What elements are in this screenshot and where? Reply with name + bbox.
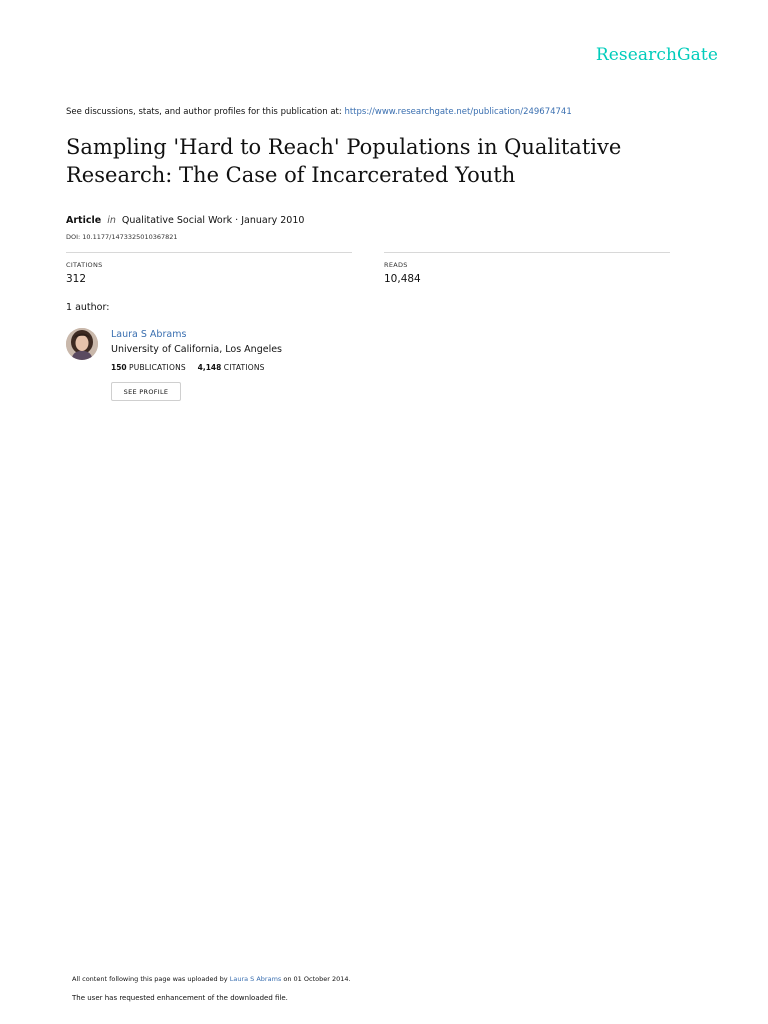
upload-suffix: on 01 October 2014. — [281, 975, 351, 983]
in-word: in — [107, 215, 116, 226]
uploader-link[interactable]: Laura S Abrams — [229, 975, 282, 983]
author-name-link[interactable]: Laura S Abrams — [111, 329, 187, 340]
upload-note — [72, 975, 351, 983]
reads-divider — [384, 252, 670, 253]
enhancement-note: The user has requested enhancement of the downloaded file. — [72, 994, 288, 1002]
intro-line — [66, 107, 572, 117]
publication-url-link[interactable]: https://www.researchgate.net/publication/249674741 — [344, 107, 572, 117]
publications-count: 150 — [111, 363, 127, 372]
reads-value: 10,484 — [384, 273, 421, 285]
intro-text: See discussions, stats, and author profiles for this publication at: — [66, 107, 345, 117]
publication-meta — [66, 215, 304, 226]
doi: DOI: 10.1177/1473325010367821 — [66, 233, 178, 241]
avatar-photo-icon — [66, 328, 98, 360]
reads-label: READS — [384, 261, 408, 269]
author-institution: University of California, Los Angeles — [111, 344, 283, 355]
venue-date: Qualitative Social Work · January 2010 — [121, 215, 305, 226]
publications-label: PUBLICATIONS — [129, 363, 186, 372]
citations-divider — [66, 252, 352, 253]
upload-prefix: All content following this page was uploaded by — [72, 975, 230, 983]
author-avatar[interactable] — [66, 328, 98, 360]
authors-heading: 1 author: — [66, 302, 110, 313]
researchgate-logo[interactable]: ResearchGate — [595, 45, 718, 65]
author-citations-count: 4,148 — [197, 363, 222, 372]
citations-label: CITATIONS — [66, 261, 103, 269]
citations-value: 312 — [66, 273, 87, 285]
publication-title: Sampling 'Hard to Reach' Populations in Qualitative Research: The Case of Incarcerated Youth — [66, 135, 622, 187]
see-profile-button[interactable]: SEE PROFILE — [111, 382, 181, 401]
author-citations-label: CITATIONS — [223, 363, 265, 372]
publication-type: Article — [66, 215, 102, 226]
author-counts — [111, 363, 265, 372]
